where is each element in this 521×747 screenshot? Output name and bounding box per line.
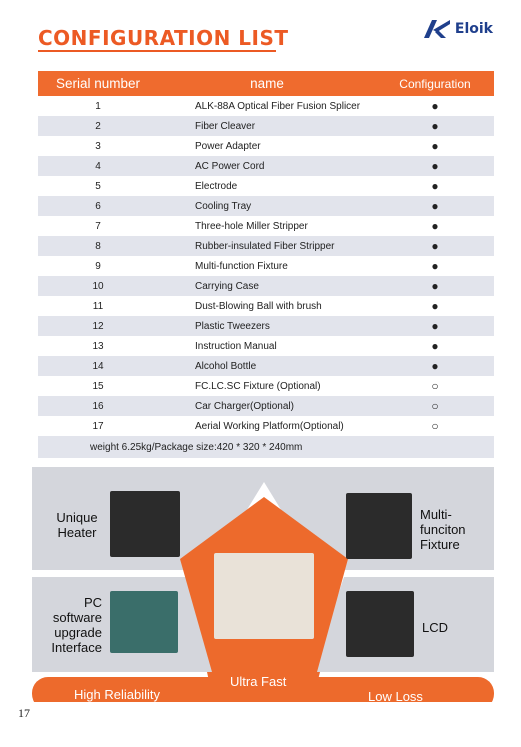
table-row [38,416,494,436]
config-mark-cell: ○ [431,379,439,393]
lcd-label: LCD [422,620,449,635]
title-underline [38,50,276,52]
serial-cell: 1 [95,100,101,112]
config-mark-cell: ● [431,339,439,353]
table-row [38,276,494,296]
serial-cell: 9 [95,260,101,272]
brand-logo [424,20,493,38]
pc-interface-photo [110,591,178,653]
unique-heater-label: Unique Heater [56,510,98,540]
item-name-cell: Fiber Cleaver [158,116,376,136]
item-name-cell: Power Adapter [195,140,261,152]
item-name-cell: Alcohol Bottle [158,356,376,376]
table-row [38,216,494,236]
config-mark-cell: ● [376,236,494,256]
ultra-fast-label: Ultra Fast [230,674,287,689]
product-kit-photo [214,553,314,639]
config-mark-cell: ● [376,316,494,336]
item-name-cell: FC.LC.SC Fixture (Optional) [195,380,321,392]
high-reliability-label: High Reliability [74,687,160,702]
table-row [38,316,494,336]
feature-panel [32,467,494,702]
pc-software-label: PC software upgrade Interface [51,595,102,655]
config-mark-cell: ● [376,116,494,136]
config-mark-cell: ● [431,299,439,313]
table-row [38,136,494,156]
table-body [38,96,494,458]
item-name-cell: Carrying Case [158,276,376,296]
item-name-cell: Car Charger(Optional) [158,396,376,416]
header-config: Configuration [376,71,494,96]
table-row [38,356,494,376]
serial-cell: 4 [38,156,158,176]
table-row [38,256,494,276]
heater-photo [110,491,180,557]
table-row [38,296,494,316]
table-row [38,176,494,196]
serial-cell: 5 [95,180,101,192]
fixture-photo [346,493,412,559]
serial-cell: 6 [38,196,158,216]
table-row [38,196,494,216]
table-header-row [38,71,494,96]
serial-cell: 8 [38,236,158,256]
config-mark-cell: ● [376,356,494,376]
config-mark-cell: ● [376,156,494,176]
configuration-table [38,71,494,458]
serial-cell: 16 [38,396,158,416]
weight-row [38,436,494,458]
item-name-cell: AC Power Cord [158,156,376,176]
brand-name: Eloik [454,21,493,37]
serial-cell: 13 [92,340,104,352]
config-mark-cell: ● [376,196,494,216]
table-row [38,396,494,416]
table-row [38,376,494,396]
config-mark-cell: ● [431,219,439,233]
page-number: 17 [18,706,30,720]
config-mark-cell: ● [431,99,439,113]
config-mark-cell: ○ [376,396,494,416]
lcd-photo [346,591,414,657]
serial-cell: 7 [95,220,101,232]
table-row [38,116,494,136]
config-mark-cell: ● [376,276,494,296]
header-serial: Serial number [38,71,158,96]
table-row [38,156,494,176]
eloik-logo-icon [424,20,450,38]
item-name-cell: ALK-88A Optical Fiber Fusion Splicer [195,100,361,112]
page-title: CONFIGURATION LIST [38,26,289,50]
serial-cell: 17 [92,420,104,432]
config-mark-cell: ● [431,179,439,193]
config-mark-cell: ● [431,259,439,273]
table-row [38,336,494,356]
serial-cell: 2 [38,116,158,136]
table-row [38,96,494,116]
serial-cell: 15 [92,380,104,392]
item-name-cell: Three-hole Miller Stripper [195,220,308,232]
item-name-cell: Instruction Manual [195,340,277,352]
serial-cell: 12 [38,316,158,336]
item-name-cell: Plastic Tweezers [158,316,376,336]
serial-cell: 3 [95,140,101,152]
multi-fixture-label: Multi- funciton Fixture [420,507,466,552]
serial-cell: 11 [92,300,104,312]
config-mark-cell: ○ [431,419,439,433]
header-name: name [158,71,376,96]
item-name-cell: Dust-Blowing Ball with brush [195,300,322,312]
weight-package-text: weight 6.25kg/Package size:420 * 320 * 240mm [38,436,494,458]
serial-cell: 14 [38,356,158,376]
item-name-cell: Cooling Tray [158,196,376,216]
config-mark-cell: ● [431,139,439,153]
serial-cell: 10 [38,276,158,296]
item-name-cell: Multi-function Fixture [195,260,288,272]
low-loss-label: Low Loss [368,689,423,704]
item-name-cell: Aerial Working Platform(Optional) [195,420,344,432]
item-name-cell: Rubber-insulated Fiber Stripper [158,236,376,256]
item-name-cell: Electrode [195,180,238,192]
table-row [38,236,494,256]
